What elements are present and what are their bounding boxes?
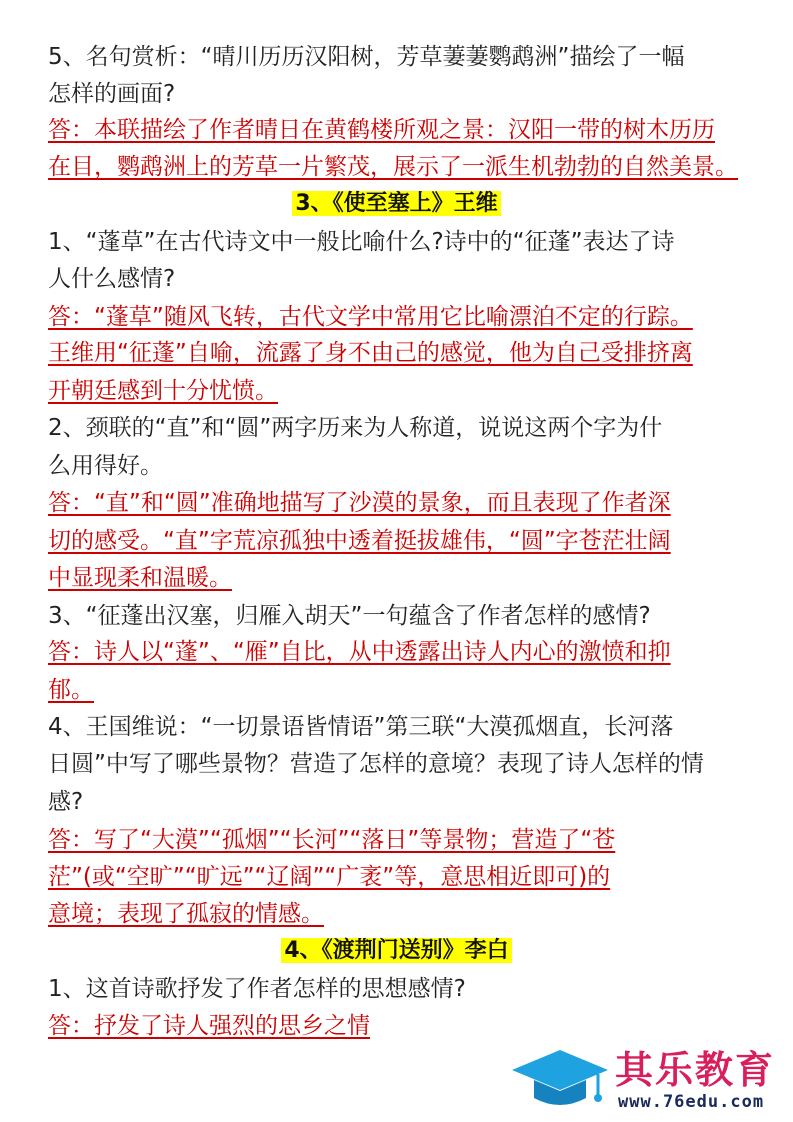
section-heading-text: 3、《使至塞上》王维	[292, 191, 500, 216]
answer-text: 答：诗人以“蓬”、“雁”自比，从中透露出诗人内心的激愤和抑	[48, 639, 671, 665]
answer-text: 在目，鹦鹉洲上的芳草一片繁茂，展示了一派生机勃勃的自然美景。	[48, 154, 738, 180]
answer-line	[48, 563, 758, 593]
answer-text: 答：“直”和“圆”准确地描写了沙漠的景象，而且表现了作者深	[48, 490, 671, 516]
answer-text: 答：“蓬草”随风飞转，古代文学中常用它比喻漂泊不定的行踪。	[48, 304, 693, 330]
question-line: 怎样的画面?	[48, 81, 176, 107]
answer-line	[48, 637, 758, 667]
answer-line	[48, 1011, 758, 1041]
graduation-cap-icon	[510, 1048, 610, 1112]
answer-line	[48, 338, 758, 368]
answer-text: 答：写了“大漠”“孤烟”“长河”“落日”等景物；营造了“苍	[48, 827, 616, 853]
logo	[510, 1040, 790, 1120]
answer-text: 茫”(或“空旷”“旷远”“辽阔”“广袤”等，意思相近即可)的	[48, 864, 611, 890]
answer-line	[48, 152, 758, 182]
question-line: 2、颈联的“直”和“圆”两字历来为人称道，说说这两个字为什	[48, 415, 663, 441]
answer-line	[48, 376, 758, 406]
answer-line	[48, 488, 758, 518]
question-line: 1、“蓬草”在古代诗文中一般比喻什么?诗中的“征蓬”表达了诗	[48, 229, 675, 255]
question-line: 1、这首诗歌抒发了作者怎样的思想感情?	[48, 976, 466, 1002]
answer-text: 意境；表现了孤寂的情感。	[48, 901, 324, 927]
answer-text: 答：本联描绘了作者晴日在黄鹤楼所观之景：汉阳一带的树木历历	[48, 117, 715, 143]
answer-line	[48, 526, 758, 556]
question-line: 感?	[48, 789, 84, 815]
answer-text: 答：抒发了诗人强烈的思乡之情	[48, 1013, 370, 1039]
logo-name: 其乐教育	[615, 1048, 776, 1092]
answer-text: 中显现柔和温暖。	[48, 565, 232, 591]
answer-line	[48, 899, 758, 929]
answer-line	[48, 862, 758, 892]
answer-text: 开朝廷感到十分忧愤。	[48, 378, 278, 404]
section-heading	[0, 936, 793, 966]
answer-line	[48, 675, 758, 705]
answer-text: 切的感受。“直”字荒凉孤独中透着挺拔雄伟，“圆”字苍茫壮阔	[48, 528, 671, 554]
answer-text: 王维用“征蓬”自喻，流露了身不由己的感觉，他为自己受排挤离	[48, 340, 693, 366]
question-line: 日圆”中写了哪些景物？营造了怎样的意境？表现了诗人怎样的情	[48, 751, 704, 777]
logo-url: www.76edu.com	[618, 1092, 765, 1112]
question-line: 5、名句赏析：“晴川历历汉阳树，芳草萋萋鹦鹉洲”描绘了一幅	[48, 44, 685, 70]
answer-line	[48, 115, 758, 145]
question-line: 么用得好。	[48, 453, 163, 479]
question-line: 3、“征蓬出汉塞，归雁入胡天”一句蕴含了作者怎样的感情?	[48, 603, 651, 629]
question-line: 4、王国维说：“一切景语皆情语”第三联“大漠孤烟直，长河落	[48, 714, 674, 740]
answer-text: 郁。	[48, 677, 94, 703]
section-heading-text: 4、《渡荆门送别》李白	[281, 938, 511, 963]
question-line: 人什么感情?	[48, 266, 176, 292]
answer-line	[48, 825, 758, 855]
answer-line	[48, 302, 758, 332]
section-heading	[0, 189, 793, 219]
